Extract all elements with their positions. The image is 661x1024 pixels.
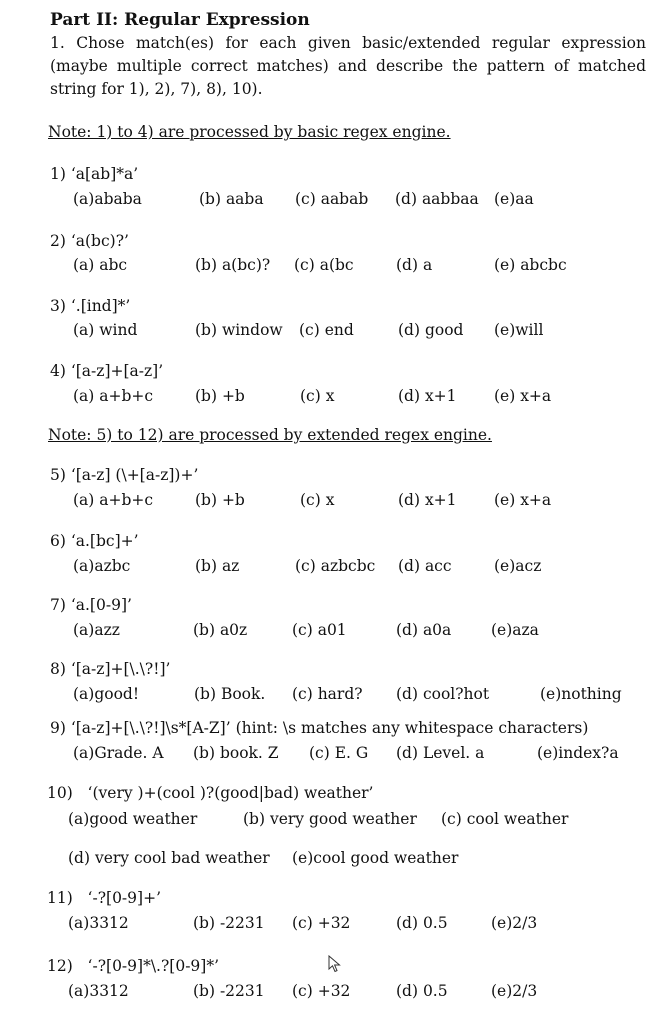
option: (a)azz <box>73 621 120 639</box>
option: (b) a0z <box>193 621 248 639</box>
option: (d) a <box>396 256 433 274</box>
option: (d) cool?hot <box>396 685 490 703</box>
question-label: 3) ‘.[ind]*’ <box>50 297 131 315</box>
option: (e)acz <box>494 557 542 575</box>
option: (c) end <box>299 321 354 339</box>
option: (a) wind <box>73 321 138 339</box>
option: (a) a+b+c <box>73 387 154 405</box>
option: (b) +b <box>195 491 245 509</box>
intro-text: 1. Chose match(es) for each given basic/extended regular expression (maybe multiple correct matches) and describe the pattern of matched string for 1), 2), 7), 8), 10). <box>50 34 646 98</box>
question-label: 11) ‘-?[0-9]+’ <box>47 889 161 907</box>
option: (d) Level. a <box>396 744 485 762</box>
option: (d) x+1 <box>398 491 457 509</box>
option: (b) very good weather <box>243 810 417 828</box>
option: (b) az <box>195 557 240 575</box>
option: (d) x+1 <box>398 387 457 405</box>
question-label: 2) ‘a(bc)?’ <box>50 232 129 250</box>
option: (b) aaba <box>199 190 264 208</box>
option: (b) +b <box>195 387 245 405</box>
option: (c) E. G <box>309 744 369 762</box>
option: (b) -2231 <box>193 914 265 932</box>
option: (e)2/3 <box>491 982 538 1000</box>
question-label: 10) ‘(very )+(cool )?(good|bad) weather’ <box>47 784 374 802</box>
option: (c) hard? <box>292 685 363 703</box>
option: (c) azbcbc <box>295 557 376 575</box>
option: (a)Grade. A <box>73 744 164 762</box>
option: (c) x <box>300 491 335 509</box>
option: (a)3312 <box>68 982 129 1000</box>
option: (a) abc <box>73 256 128 274</box>
option: (a) a+b+c <box>73 491 154 509</box>
option: (c) aabab <box>295 190 369 208</box>
question-label: 7) ‘a.[0-9]’ <box>50 596 132 614</box>
option: (a)azbc <box>73 557 131 575</box>
option: (a)good weather <box>68 810 198 828</box>
option: (e)aa <box>494 190 534 208</box>
option: (e) x+a <box>494 387 552 405</box>
question-label: 4) ‘[a-z]+[a-z]’ <box>50 362 164 380</box>
option: (e)index?a <box>537 744 619 762</box>
option: (e)will <box>494 321 544 339</box>
question-label: 1) ‘a[ab]*a’ <box>50 165 139 183</box>
question-label: 8) ‘[a-z]+[\.\?!]’ <box>50 660 171 678</box>
option: (e)2/3 <box>491 914 538 932</box>
option: (b) window <box>195 321 283 339</box>
option: (b) a(bc)? <box>195 256 271 274</box>
option: (e) x+a <box>494 491 552 509</box>
option: (a)good! <box>73 685 140 703</box>
option: (d) very cool bad weather <box>68 849 270 867</box>
note-basic: Note: 1) to 4) are processed by basic regex engine. <box>48 123 451 141</box>
option: (e)nothing <box>540 685 622 703</box>
question-label: 12) ‘-?[0-9]*\.?[0-9]*’ <box>47 957 220 975</box>
option: (e) abcbc <box>494 256 567 274</box>
question-label: 6) ‘a.[bc]+’ <box>50 532 139 550</box>
option: (c) cool weather <box>441 810 569 828</box>
question-label: 9) ‘[a-z]+[\.\?!]\s*[A-Z]’ (hint: \s matches any whitespace characters) <box>50 719 589 737</box>
option: (d) aabbaa <box>395 190 479 208</box>
note-extended: Note: 5) to 12) are processed by extended regex engine. <box>48 426 492 444</box>
option: (b) -2231 <box>193 982 265 1000</box>
option: (c) +32 <box>292 982 351 1000</box>
option: (e)cool good weather <box>292 849 459 867</box>
option: (d) 0.5 <box>396 982 448 1000</box>
mouse-pointer-icon <box>328 955 342 973</box>
option: (c) a(bc <box>294 256 354 274</box>
option: (e)aza <box>491 621 539 639</box>
option: (d) acc <box>398 557 452 575</box>
option: (a)ababa <box>73 190 142 208</box>
option: (a)3312 <box>68 914 129 932</box>
option: (c) x <box>300 387 335 405</box>
page-title: Part II: Regular Expression <box>50 10 310 30</box>
option: (b) Book. <box>194 685 266 703</box>
option: (d) good <box>398 321 464 339</box>
option: (d) a0a <box>396 621 452 639</box>
option: (c) +32 <box>292 914 351 932</box>
option: (c) a01 <box>292 621 347 639</box>
option: (b) book. Z <box>193 744 279 762</box>
option: (d) 0.5 <box>396 914 448 932</box>
question-label: 5) ‘[a-z] (\+[a-z])+’ <box>50 466 199 484</box>
